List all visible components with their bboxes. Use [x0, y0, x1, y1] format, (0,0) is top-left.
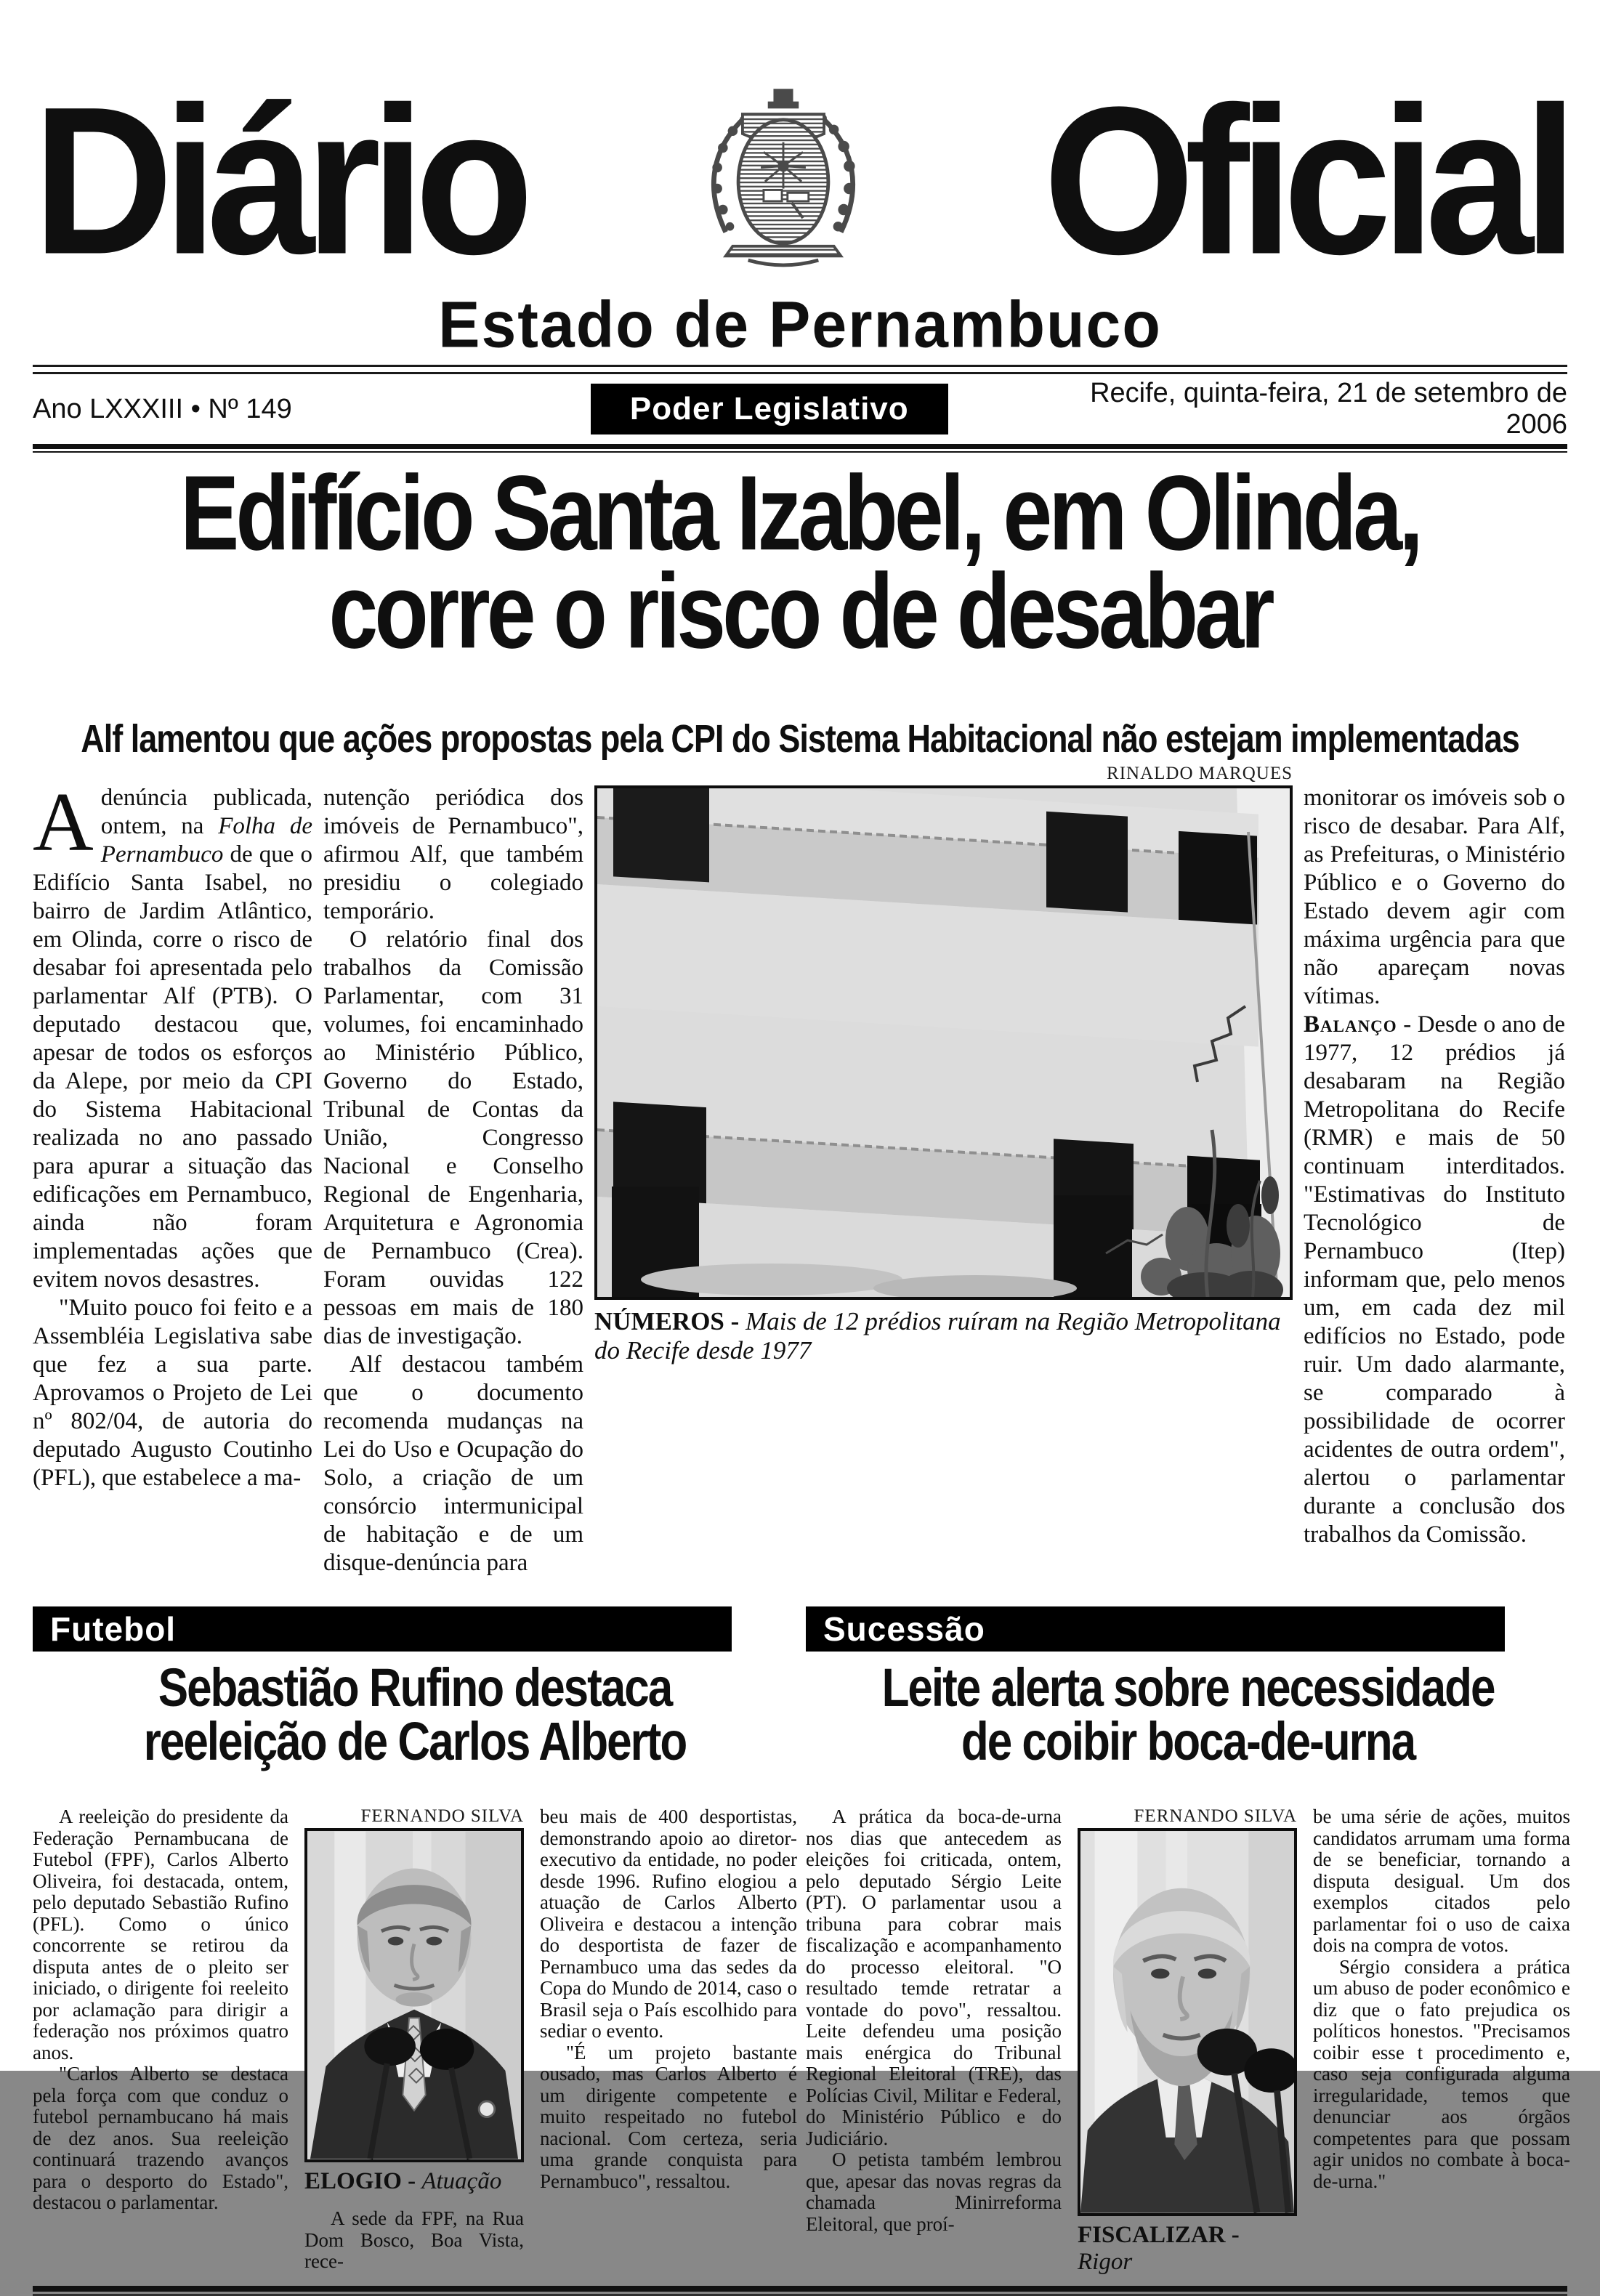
lead-subheadline: Alf lamentou que ações propostas pela CPI do Sistema Habitacional não estejam implementadas — [81, 716, 1519, 761]
masthead-title-left: Diário — [33, 62, 524, 298]
photo-caption: ELOGIO - Atuação — [304, 2168, 502, 2195]
kicker-futebol: Futebol — [33, 1606, 732, 1652]
lead-photo-block — [594, 764, 1293, 1577]
dateline-row — [33, 374, 1567, 444]
sucessao-headline: Leite alerta sobre necessidade de coibir boca-de-urna — [881, 1657, 1495, 1772]
section-banner: Poder Legislativo — [591, 384, 948, 434]
politician-portrait-photo — [304, 1828, 524, 2162]
kicker-sucessao: Sucessão — [806, 1606, 1505, 1652]
page-bottom-rule — [33, 2286, 1567, 2296]
story-sucessao — [806, 1606, 1570, 2276]
masthead-title-right: Oficial — [1043, 62, 1567, 298]
futebol-column-2: beu mais de 400 desportistas, demonstrando apoio ao diretor-executivo da entidade, no poder desde 1996. Rufino elogiou a atuação de Carlos Alberto Oliveira e destacou a intenção do desportista de fazer de Pernambuco uma das sedes da Copa do Mundo de 2014, caso o Brasil seja o País escolhido para sediar o evento. "É um projeto bastante ousado, mas Carlos Alberto é um dirigente competente e muito respeitado no futebol nacional. Com certeza, seria uma grande conquista para Pernambuco", ressaltou. — [540, 1806, 797, 2192]
lead-article-column-2: nutenção periódica dos imóveis de Pernambuco", afirmou Alf, que também presidiu o colegiado temporário. O relatório final dos trabalhos da Comissão Parlamentar, com 31 volumes, foi encaminhado ao Ministério Público, Governo do Estado, Tribunal de Contas da União, Congresso Nacional e Conselho Regional de Engenharia, Arquitetura e Agronomia de Pernambuco (Crea). Foram ouvidas 122 pessoas em mais de 180 dias de investigação. Alf destacou também que o documento recomenda mudanças na Lei do Uso e Ocupação do Solo, a criação de um consórcio intermunicipal de habitação e de um disque-denúncia para — [323, 784, 583, 1576]
dateline-divider-rule — [33, 444, 1567, 453]
photo-caption: NÚMEROS - Mais de 12 prédios ruíram na Região Metropolitana do Recife desde 1977 — [594, 1306, 1281, 1365]
photo-credit: FERNANDO SILVA — [1134, 1806, 1297, 1827]
masthead — [33, 0, 1567, 365]
publication-date: Recife, quinta-feira, 21 de setembro de 2006 — [1090, 378, 1567, 440]
edition-number: Ano LXXXIII • Nº 149 — [33, 393, 292, 424]
building-facade-photo — [594, 785, 1293, 1300]
photo-credit: RINALDO MARQUES — [1107, 763, 1293, 783]
lead-headline-line1: Edifício Santa Izabel, em Olinda, — [179, 453, 1421, 573]
sucessao-article-body — [806, 1806, 1570, 2276]
futebol-article-body — [33, 1806, 797, 2273]
futebol-photo-block — [304, 1806, 524, 2273]
futebol-headline: Sebastião Rufino destaca reeleição de Carlos Alberto — [143, 1657, 687, 1772]
pernambuco-coat-of-arms-icon — [699, 83, 868, 278]
futebol-photo-column-text: A sede da FPF, na Rua Dom Bosco, Boa Vista, rece- — [304, 2207, 524, 2273]
futebol-column-1: A reeleição do presidente da Federação Pernambucana de Futebol (FPF), Carlos Alberto Oliveira, foi destacada, ontem, pelo deputado Sebastião Rufino (PFL). Como o único concorrente se retirou da disputa antes de o pleito ser iniciado, o dirigente foi reeleito por aclamação para dirigir a federação nos próximos quatro anos. "Carlos Alberto se destaca pela força com que conduz o futebol pernambucano há mais de dez anos. Sua reeleição continuará trazendo avanços para o desporto do Estado", destacou o parlamentar. — [33, 1806, 288, 2214]
section-banner-wrap — [493, 384, 1046, 434]
lead-headline-line2: corre o risco de desabar — [328, 551, 1272, 671]
photo-credit: FERNANDO SILVA — [360, 1806, 524, 1827]
lead-headline — [33, 453, 1567, 671]
story-futebol — [33, 1606, 797, 2276]
sucessao-photo-block — [1078, 1806, 1297, 2276]
masthead-title-row — [33, 62, 1567, 298]
lead-article-column-3: monitorar os imóveis sob o risco de desabar. Para Alf, as Prefeituras, o Ministério Público e o Governo do Estado devem agir com máxima urgência para que não apareçam novas vítimas. Balanço - Desde o ano de 1977, 12 prédios já desabaram na Região Metropolitana do Recife (RMR) e mais de 50 continuam interditados. "Estimativas do Instituto Tecnológico de Pernambuco (Itep) informam que, pelo menos um, em cada dez mil edifícios no Estado, pode ruir. Um dado alarmante, se comparado à possibilidade de ocorrer acidentes de outra ordem", alertou o parlamentar durante a conclusão dos trabalhos da Comissão. — [1304, 784, 1565, 1548]
sucessao-column-1: A prática da boca-de-urna nos dias que antecedem as eleições foi criticada, ontem, pelo deputado Sérgio Leite (PT). O parlamentar usou a tribuna para cobrar mais fiscalização e acompanhamento do processo eleitoral. "O resultado temde retratar a vontade do povo", ressaltou. Leite defendeu uma posição mais enérgica do Tribunal Regional Eleitoral (TRE), das Polícias Civil, Militar e Federal, do Ministério Público e do Judiciário. O petista também lembrou que, apesar das novas regras da chamada Minirreforma Eleitoral, que proí- — [806, 1806, 1062, 2235]
lead-article-column-1: Adenúncia publicada, ontem, na Folha de Pernambuco de que o Edifício Santa Isabel, no bairro de Jardim Atlântico, em Olinda, corre o risco de desabar foi apresentada pelo parlamentar Alf (PTB). O deputado destacou que, apesar de todos os esforços da Alepe, por meio da CPI do Sistema Habitacional realizada no ano passado para apurar a situação das edificações em Pernambuco, ainda não foram implementadas ações que evitem novos desastres. "Muito pouco foi feito e a Assembléia Legislativa sabe que fez a sua parte. Aprovamos o Projeto de Lei nº 802/04, de autoria do deputado Augusto Coutinho (PFL), que estabelece a ma- — [33, 775, 312, 1491]
bottom-stories — [33, 1606, 1570, 2276]
masthead-subtitle: Estado de Pernambuco — [438, 288, 1162, 362]
sucessao-column-2: be uma série de ações, muitos candidatos arrumam uma forma de se beneficiar, tornando a disputa desigual. Um dos exemplos citados pelo parlamentar foi o uso de caixa dois na compra de votos. Sérgio considera a prática um abuso de poder econômico e diz que o fato prejudica os políticos honestos. "Precisamos coibir esse t procedimento e, caso seja configurada alguma irregularidade, temos que denunciar aos órgãos competentes para que possam agir unidos no combate à boca-de-urna." — [1313, 1806, 1570, 2192]
photo-caption: FISCALIZAR - Rigor — [1078, 2222, 1240, 2276]
lead-article-body — [33, 764, 1567, 1577]
politician-portrait-photo — [1078, 1828, 1297, 2216]
